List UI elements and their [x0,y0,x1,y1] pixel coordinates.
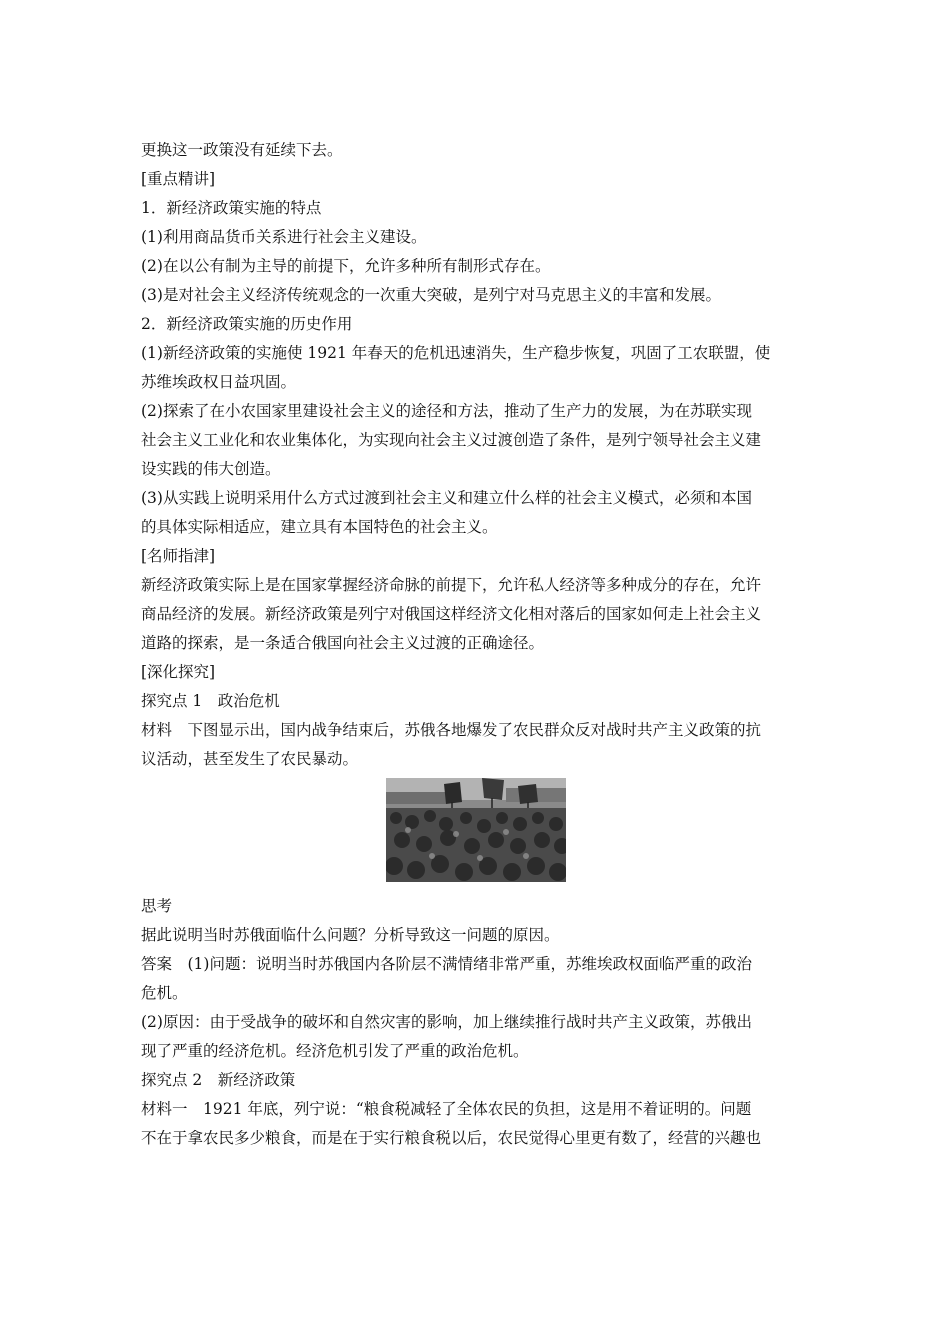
text-line: 答案 (1)问题：说明当时苏俄国内各阶层不满情绪非常严重，苏维埃政权面临严重的政治 [141,955,752,973]
text-line: (2)原因：由于受战争的破坏和自然灾害的影响，加上继续推行战时共产主义政策，苏俄出 [141,1013,752,1031]
text-line: [重点精讲] [141,170,216,188]
text-line: 1．新经济政策实施的特点 [141,199,322,217]
text-line: 不在于拿农民多少粮食，而是在于实行粮食税以后，农民觉得心里更有数了，经营的兴趣也 [141,1129,762,1147]
text-line: [名师指津] [141,547,216,565]
text-line: 的具体实际相适应，建立具有本国特色的社会主义。 [141,518,498,536]
text-line: 社会主义工业化和农业集体化，为实现向社会主义过渡创造了条件，是列宁领导社会主义建 [141,431,762,449]
text-line: (3)从实践上说明采用什么方式过渡到社会主义和建立什么样的社会主义模式，必须和本国 [141,489,752,507]
text-line: (2)在以公有制为主导的前提下，允许多种所有制形式存在。 [141,257,551,275]
text-line: 更换这一政策没有延续下去。 [141,141,343,159]
text-line: 2．新经济政策实施的历史作用 [141,315,353,333]
text-line: (2)探索了在小农国家里建设社会主义的途径和方法，推动了生产力的发展，为在苏联实现 [141,402,752,420]
document-page [141,136,813,1153]
protest-photo [386,778,566,882]
text-line: 现了严重的经济危机。经济危机引发了严重的政治危机。 [141,1042,529,1060]
text-line: (1)利用商品货币关系进行社会主义建设。 [141,228,427,246]
text-line: 苏维埃政权日益巩固。 [141,373,297,391]
text-line: 思考 [141,897,173,915]
text-block-top [141,136,813,774]
text-block-bottom [141,892,813,1153]
text-line: 新经济政策实际上是在国家掌握经济命脉的前提下，允许私人经济等多种成分的存在，允许 [141,576,762,594]
text-line: 商品经济的发展。新经济政策是列宁对俄国这样经济文化相对落后的国家如何走上社会主义 [141,605,762,623]
text-line: 议活动，甚至发生了农民暴动。 [141,750,359,768]
text-line: 材料 下图显示出，国内战争结束后，苏俄各地爆发了农民群众反对战时共产主义政策的抗 [141,721,762,739]
text-line: 设实践的伟大创造。 [141,460,281,478]
text-line: 道路的探索，是一条适合俄国向社会主义过渡的正确途径。 [141,634,545,652]
text-line: (1)新经济政策的实施使 1921 年春天的危机迅速消失，生产稳步恢复，巩固了工农联盟，使 [141,344,771,362]
text-line: 据此说明当时苏俄面临什么问题？分析导致这一问题的原因。 [141,926,560,944]
figure [141,774,813,892]
text-line: (3)是对社会主义经济传统观念的一次重大突破，是列宁对马克思主义的丰富和发展。 [141,286,721,304]
text-line: 危机。 [141,984,188,1002]
text-line: 探究点 2 新经济政策 [141,1071,296,1089]
text-line: [深化探究] [141,663,216,681]
text-line: 探究点 1 政治危机 [141,692,280,710]
text-line: 材料一 1921 年底，列宁说：“粮食税减轻了全体农民的负担，这是用不着证明的。问题 [141,1100,752,1118]
